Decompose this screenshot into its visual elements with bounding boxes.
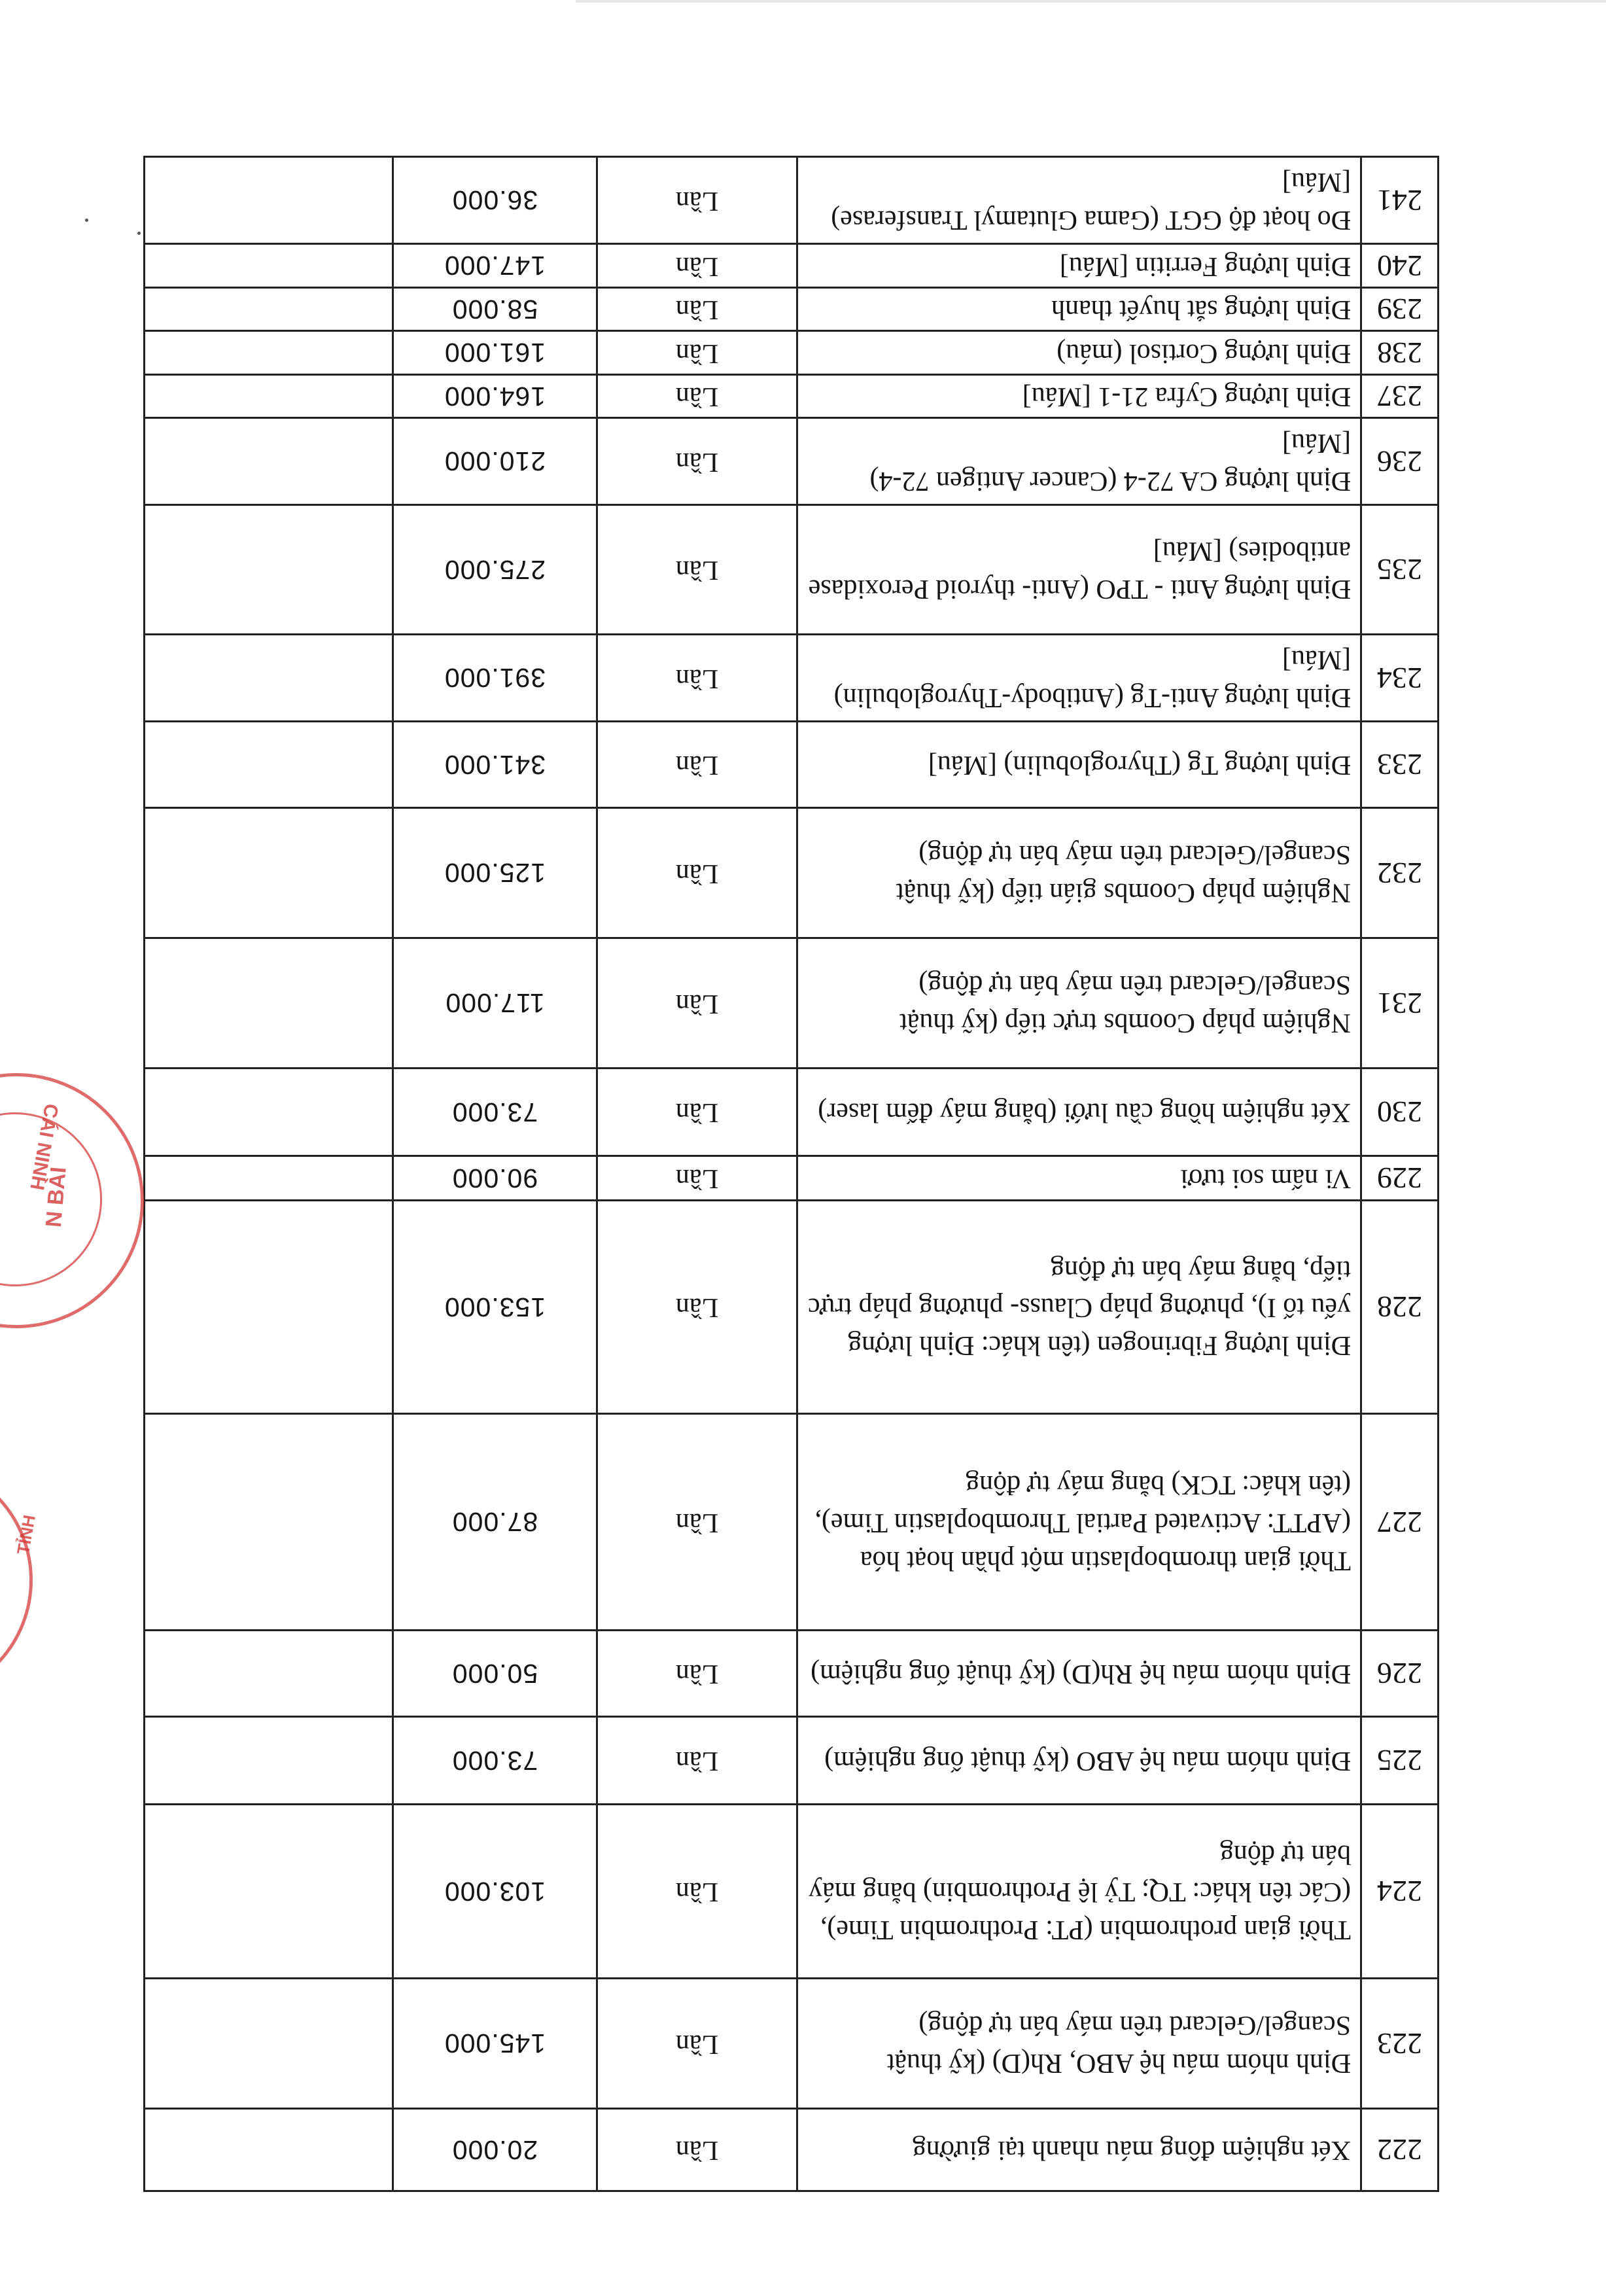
table-row [145,1156,1439,1201]
row-number: 236 [1361,418,1439,505]
price-cell: 36.000 [393,157,597,244]
service-name: Định nhóm máu hệ ABO (kỹ thuật ống nghiệm) [797,1717,1361,1805]
table-row [145,1979,1439,2109]
row-number: 241 [1361,157,1439,244]
note-cell [145,331,393,374]
service-name: Định lượng Anti-Tg (Antibody-Thyroglobulin) [Máu] [797,635,1361,722]
table-row [145,722,1439,808]
table-row [145,808,1439,938]
note-cell [145,2109,393,2191]
row-number: 228 [1361,1201,1439,1414]
unit-cell: Lần [597,331,797,374]
table-row [145,374,1439,417]
note-cell [145,1201,393,1414]
price-cell: 125.000 [393,808,597,938]
table-row [145,1414,1439,1631]
table-row [145,331,1439,374]
unit-cell: Lần [597,287,797,330]
price-cell: 73.000 [393,1069,597,1156]
row-number: 230 [1361,1069,1439,1156]
price-cell: 147.000 [393,244,597,287]
unit-cell: Lần [597,418,797,505]
note-cell [145,1414,393,1631]
row-number: 238 [1361,331,1439,374]
table-row [145,635,1439,722]
unit-cell: Lần [597,1979,797,2109]
price-cell: 58.000 [393,287,597,330]
price-cell: 87.000 [393,1414,597,1631]
table-row [145,157,1439,244]
price-cell: 341.000 [393,722,597,808]
note-cell [145,1631,393,1717]
service-name: Nghiệm pháp Coombs trực tiếp (kỹ thuật Scangel/Gelcard trên máy bán tự động) [797,938,1361,1069]
service-name: Đo hoạt độ GGT (Gama Glutamyl Transferase) [Máu] [797,157,1361,244]
price-cell: 210.000 [393,418,597,505]
unit-cell: Lần [597,808,797,938]
table-row [145,938,1439,1069]
row-number: 226 [1361,1631,1439,1717]
price-cell: 153.000 [393,1201,597,1414]
note-cell [145,418,393,505]
unit-cell: Lần [597,938,797,1069]
service-name: Định nhóm máu hệ ABO, Rh(D) (kỹ thuật Scangel/Gelcard trên máy bán tự động) [797,1979,1361,2109]
unit-cell: Lần [597,1156,797,1201]
row-number: 223 [1361,1979,1439,2109]
row-number: 237 [1361,374,1439,417]
price-cell: 103.000 [393,1805,597,1979]
row-number: 232 [1361,808,1439,938]
note-cell [145,635,393,722]
note-cell [145,505,393,635]
service-name: Định nhóm máu hệ Rh(D) (kỹ thuật ống nghiệm) [797,1631,1361,1717]
note-cell [145,157,393,244]
service-name: Định lượng Anti - TPO (Anti- thyroid Peroxidase antibodies) [Máu] [797,505,1361,635]
scan-speck [85,219,88,222]
note-cell [145,808,393,938]
table-row [145,1717,1439,1805]
note-cell [145,938,393,1069]
price-cell: 164.000 [393,374,597,417]
service-name: Định lượng Ferritin [Máu] [797,244,1361,287]
seal-text: CÁI NINH [26,1102,62,1192]
seal-text: TỈNH [12,1513,39,1556]
table-row [145,418,1439,505]
row-number: 231 [1361,938,1439,1069]
price-cell: 391.000 [393,635,597,722]
seal-text: N BÀI [41,1165,71,1229]
service-fee-table [143,156,1439,2192]
note-cell [145,722,393,808]
service-name: Xét nghiệm đông máu nhanh tại giường [797,2109,1361,2191]
note-cell [145,1805,393,1979]
note-cell [145,1069,393,1156]
unit-cell: Lần [597,722,797,808]
service-name: Vi nấm soi tươi [797,1156,1361,1201]
price-cell: 117.000 [393,938,597,1069]
unit-cell: Lần [597,1201,797,1414]
unit-cell: Lần [597,374,797,417]
price-cell: 20.000 [393,2109,597,2191]
note-cell [145,1717,393,1805]
service-name: Định lượng CA 72-4 (Cancer Antigen 72-4) [Máu] [797,418,1361,505]
table-row [145,505,1439,635]
unit-cell: Lần [597,244,797,287]
row-number: 224 [1361,1805,1439,1979]
note-cell [145,1979,393,2109]
table-row [145,2109,1439,2191]
price-cell: 161.000 [393,331,597,374]
row-number: 227 [1361,1414,1439,1631]
row-number: 225 [1361,1717,1439,1805]
unit-cell: Lần [597,1631,797,1717]
service-name: Định lượng Cortisol (máu) [797,331,1361,374]
row-number: 239 [1361,287,1439,330]
unit-cell: Lần [597,635,797,722]
price-cell: 90.000 [393,1156,597,1201]
table-row [145,244,1439,287]
price-cell: 145.000 [393,1979,597,2109]
unit-cell: Lần [597,2109,797,2191]
service-name: Thời gian prothrombin (PT: Prothrombin Time), (Các tên khác: TQ; Tỷ lệ Prothrombin) bằng máy bán tự động [797,1805,1361,1979]
table-row [145,1069,1439,1156]
table-row [145,1631,1439,1717]
note-cell [145,244,393,287]
table-row [145,1201,1439,1414]
scan-speck [137,232,141,235]
service-name: Định lượng sắt huyết thanh [797,287,1361,330]
unit-cell: Lần [597,1805,797,1979]
service-name: Nghiệm pháp Coombs gián tiếp (kỹ thuật Scangel/Gelcard trên máy bán tự động) [797,808,1361,938]
service-name: Định lượng Fibrinogen (tên khác: Định lượng yếu tố I), phương pháp Clauss- phương pháp trực tiếp, bằng máy bán tự động [797,1201,1361,1414]
row-number: 234 [1361,635,1439,722]
unit-cell: Lần [597,1069,797,1156]
table-row [145,287,1439,330]
service-name: Định lượng Tg (Thyroglobulin) [Máu] [797,722,1361,808]
row-number: 233 [1361,722,1439,808]
note-cell [145,287,393,330]
row-number: 240 [1361,244,1439,287]
unit-cell: Lần [597,157,797,244]
price-cell: 73.000 [393,1717,597,1805]
note-cell [145,374,393,417]
note-cell [145,1156,393,1201]
table-row [145,1805,1439,1979]
unit-cell: Lần [597,505,797,635]
unit-cell: Lần [597,1414,797,1631]
row-number: 235 [1361,505,1439,635]
price-cell: 50.000 [393,1631,597,1717]
service-name: Xét nghiệm hồng cầu lưới (bằng máy đếm laser) [797,1069,1361,1156]
unit-cell: Lần [597,1717,797,1805]
service-name: Định lượng Cyfra 21-1 [Máu] [797,374,1361,417]
row-number: 229 [1361,1156,1439,1201]
service-name: Thời gian thromboplastin một phần hoạt hóa (APTT: Activated Partial Thromboplastin Time), (tên khác: TCK) bằng máy tự động [797,1414,1361,1631]
row-number: 222 [1361,2109,1439,2191]
price-cell: 275.000 [393,505,597,635]
